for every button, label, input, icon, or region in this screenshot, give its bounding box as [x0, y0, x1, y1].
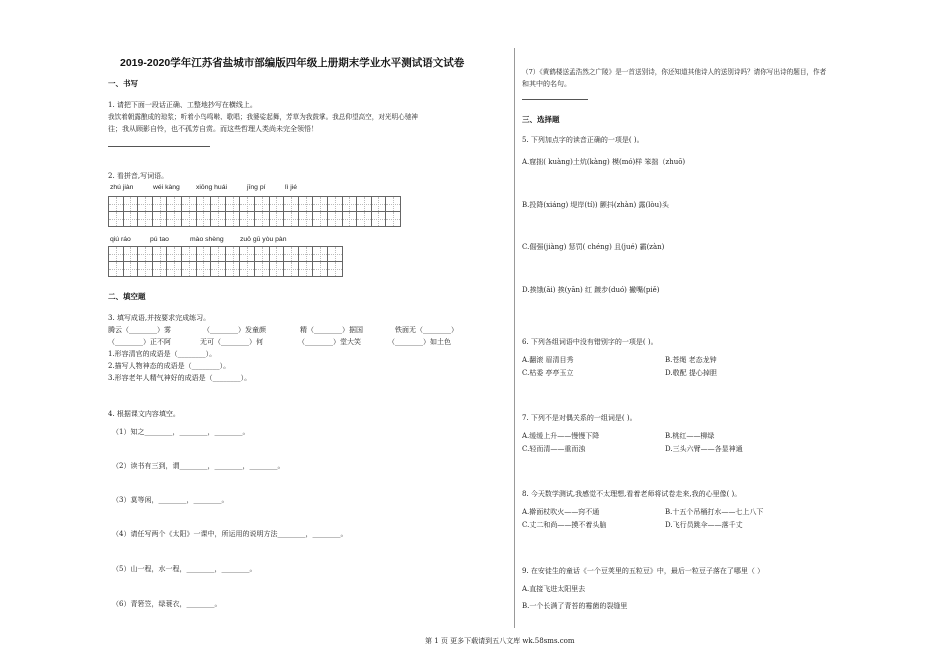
- q9-option-b[interactable]: B.一个长满了青苔的霉菌的裂缝里: [522, 602, 628, 610]
- grid-row-1b[interactable]: [108, 211, 400, 227]
- section-choice: 三、选择题: [522, 115, 560, 124]
- q6-option-c[interactable]: C.枯委 亭亭玉立: [522, 369, 574, 377]
- q7b-option-d[interactable]: D.三头六臂——各显神通: [665, 445, 743, 453]
- q4-item-4[interactable]: （4）请任写两个《太阳》一课中，所运用的说明方法________，________。: [112, 530, 348, 538]
- q3-b[interactable]: 2.描写人物神态的成语是（________）。: [108, 362, 231, 370]
- q3-r2-1[interactable]: （________）正不阿: [108, 338, 171, 346]
- q1-passage-2: 往；我从顾影自怜，也不孤芳自赏。而这些哲理人类尚未完全领悟！: [108, 125, 318, 133]
- q7-line-1: （7）《黄鹤楼送孟浩然之广陵》是一首送别诗，你还知道其他诗人的送别诗吗？请你写出诗的题目，作者: [522, 68, 827, 76]
- q6-stem: 6. 下列各组词语中没有错别字的一项是( )。: [522, 338, 658, 346]
- q8-stem: 8. 今天数学测试,我感觉不太理想,看着老师将试卷走来,我的心里像( )。: [522, 490, 742, 498]
- q9-option-a[interactable]: A.直接飞进太阳里去: [522, 585, 586, 593]
- q7b-option-c[interactable]: C.轻而清——重而浊: [522, 445, 586, 453]
- q6-option-b[interactable]: B.苍绳 老态龙钟: [665, 356, 717, 364]
- q1-passage-1: 我饮着朝露酿成的琼浆；听着小鸟鸣啭、歌唱；我婆娑起舞，芳草为我鼓掌。我总仰望高空，对光明心驰神: [108, 113, 418, 121]
- q3-r2-2[interactable]: 无可（________）何: [200, 338, 263, 346]
- page-footer: 第 1 页 更多下载请到五八文库 wk.58sms.com: [425, 637, 575, 645]
- q3-r1-2[interactable]: （________）发童颜: [203, 326, 266, 334]
- pinyin-3: xiōng huái: [196, 184, 227, 191]
- q3-r1-3[interactable]: 精（________）据国: [300, 326, 363, 334]
- q7-answer-line[interactable]: [522, 99, 588, 100]
- q6-option-a[interactable]: A.翻滚 眉清目秀: [522, 356, 574, 364]
- pinyin-2: wéi kàng: [153, 184, 180, 191]
- section-writing: 一、书写: [108, 79, 138, 88]
- q3-c[interactable]: 3.形容老年人精气神好的成语是（________）。: [108, 374, 252, 382]
- q8-option-d[interactable]: D.飞行员跳伞——落千丈: [665, 521, 743, 529]
- q5-option-b[interactable]: B.投降(xiáng) 堤岸(tí)) 颤抖(zhàn) 露(lòu)头: [522, 201, 669, 209]
- q7b-option-b[interactable]: B.桃红——柳绿: [665, 432, 715, 440]
- grid-row-1[interactable]: [108, 196, 400, 212]
- column-divider: [514, 48, 515, 628]
- pinyin-1: zhú jiàn: [110, 184, 134, 191]
- q8-option-b[interactable]: B.十五个吊桶打水——七上八下: [665, 508, 764, 516]
- q6-option-d[interactable]: D.敬配 提心掉胆: [665, 369, 717, 377]
- q3-r2-3[interactable]: （________）堂大笑: [298, 338, 361, 346]
- q4-item-2[interactable]: （2）读书有三到，谓________，________，________。: [112, 462, 285, 470]
- pinyin-4: jīng pí: [247, 184, 266, 191]
- q4-item-3[interactable]: （3）莫等闲，________，________。: [112, 496, 229, 504]
- q5-stem: 5. 下列加点字的读音正确的一项是( )。: [522, 136, 644, 144]
- q3-r2-4[interactable]: （________）如土色: [388, 338, 451, 346]
- pinyin-5: lì jié: [285, 184, 298, 191]
- q7b-stem: 7. 下列不是对偶关系的一组词是( )。: [522, 414, 637, 422]
- q1-answer-line[interactable]: [108, 146, 210, 147]
- q5-option-a[interactable]: A.窟拙( kuàng)土炕(kàng) 模(mó)样 笨拙（zhuō): [522, 158, 686, 166]
- q5-option-d[interactable]: D.挨饿(āi) 挨(yān) 红 踱步(duó) 撇嘴(piě): [522, 286, 660, 294]
- q4-stem: 4. 根据课文内容填空。: [108, 410, 180, 418]
- q8-option-a[interactable]: A.擀面杖吹火——窍不通: [522, 508, 600, 516]
- pinyin-6: qiú ráo: [110, 236, 131, 243]
- q7-line-2: 和其中的名句。: [522, 80, 571, 88]
- q4-item-1[interactable]: （1）知之________，________，________。: [112, 428, 250, 436]
- q8-option-c[interactable]: C.丈二和尚——摸不着头脑: [522, 521, 607, 529]
- q7b-option-a[interactable]: A.缓缓上升——慢慢下降: [522, 432, 600, 440]
- q9-stem: 9. 在安徒生的童话《一个豆荚里的五粒豆》中，最后一粒豆子落在了哪里（ ）: [522, 567, 765, 575]
- page-title: 2019-2020学年江苏省盐城市部编版四年级上册期末学业水平测试语文试卷: [120, 57, 465, 69]
- q3-r1-4[interactable]: 铁面无（________）: [395, 326, 458, 334]
- q2-stem: 2. 看拼音,写词语。: [108, 172, 169, 180]
- q5-option-c[interactable]: C.倔强(jiàng) 惩罚( chéng) 且(jué) 霸(zàn): [522, 243, 665, 251]
- pinyin-7: pú tao: [150, 236, 169, 243]
- pinyin-8: mào shèng: [190, 236, 224, 243]
- q3-r1-1[interactable]: 腾云（________）雾: [108, 326, 171, 334]
- section-fill: 二、填空题: [108, 292, 146, 301]
- q3-stem: 3. 填写成语,并按要求完成练习。: [108, 314, 211, 322]
- grid-row-2b[interactable]: [108, 261, 342, 277]
- pinyin-9: zuō gū yòu pàn: [240, 236, 287, 243]
- q3-a[interactable]: 1.形容清官的成语是（________）。: [108, 350, 217, 358]
- q1-stem: 1. 请把下面一段话正确、工整地抄写在横线上。: [108, 101, 257, 109]
- grid-row-2[interactable]: [108, 246, 342, 262]
- q4-item-5[interactable]: （5）山一程，水一程，________，________。: [112, 565, 257, 573]
- q4-item-6[interactable]: （6）青箬笠，绿蓑衣，________。: [112, 600, 222, 608]
